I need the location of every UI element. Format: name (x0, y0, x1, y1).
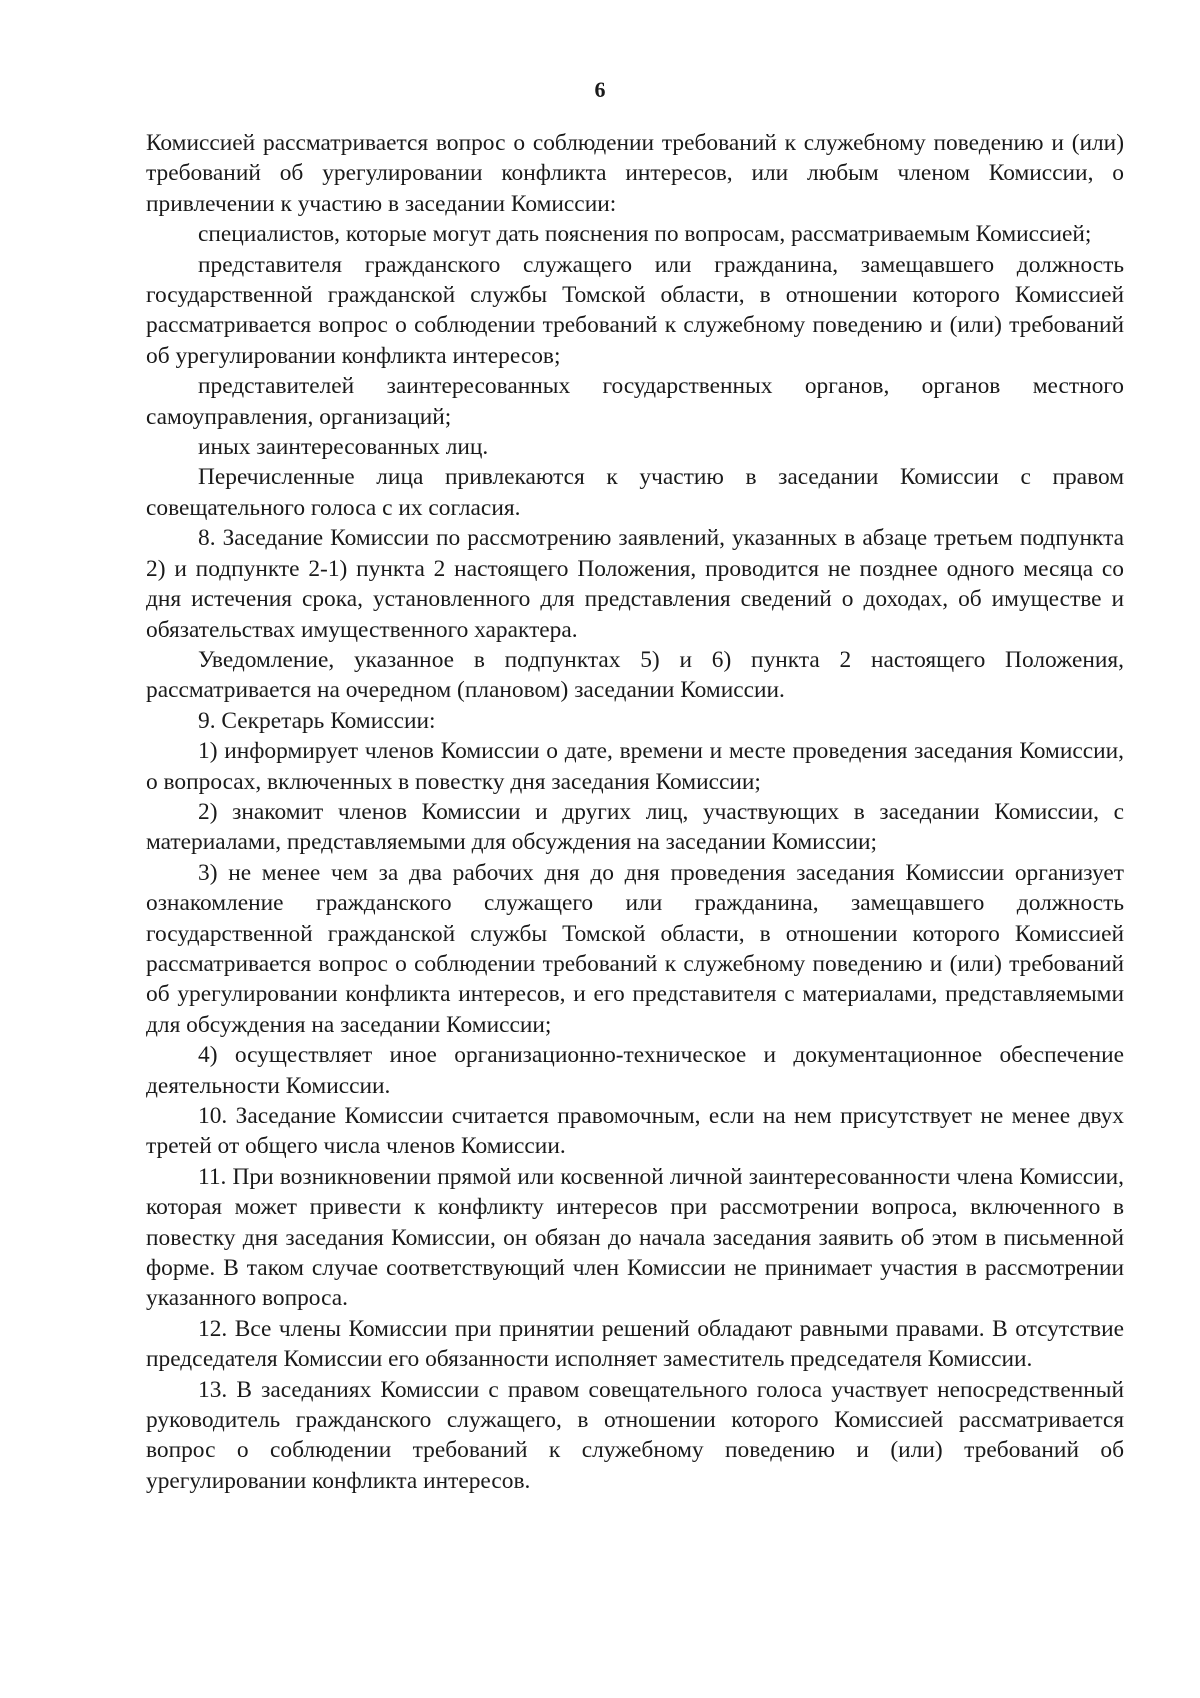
document-body (146, 128, 1124, 1496)
paragraph-advisory-vote: Перечисленные лица привлекаются к участию в заседании Комиссии с правом совещательного голоса с их согласия. (146, 464, 1124, 521)
paragraph-item-10: 10. Заседание Комиссии считается правомочным, если на нем присутствует не менее двух третей от общего числа членов Комиссии. (146, 1103, 1124, 1160)
paragraph-item-9-1: 1) информирует членов Комиссии о дате, времени и месте проведения заседания Комиссии, о вопросах, включенных в повестку дня заседания Комиссии; (146, 738, 1124, 795)
paragraph-interested-bodies: представителей заинтересованных государственных органов, органов местного самоуправления, организаций; (146, 373, 1124, 430)
paragraph-specialists: специалистов, которые могут дать пояснения по вопросам, рассматриваемым Комиссией; (198, 221, 1092, 248)
paragraph-item-12: 12. Все члены Комиссии при принятии решений обладают равными правами. В отсутствие председателя Комиссии его обязанности исполняет заместитель председателя Комиссии. (146, 1315, 1124, 1373)
paragraph-item-9-3: 3) не менее чем за два рабочих дня до дня проведения заседания Комиссии организует ознакомление гражданского служащего или гражданина, замещавшего должность государственной гражданской службы Томской области, в отношении которого Комиссией рассматривается вопрос о соблюдении требований к служебному поведению и (или) требований об урегулировании конфликта интересов, и его представителя с материалами, представляемыми для обсуждения на заседании Комиссии; (146, 859, 1124, 1038)
paragraph-item-11: 11. При возникновении прямой или косвенной личной заинтересованности члена Комиссии, которая может привести к конфликту интересов при рассмотрении вопроса, включенного в повестку дня заседания Комиссии, он обязан до начала заседания заявить об этом в письменной форме. В таком случае соответствующий член Комиссии не принимает участия в рассмотрении указанного вопроса. (146, 1163, 1124, 1312)
paragraph-item-9: 9. Секретарь Комиссии: (198, 707, 436, 734)
paragraph-other-persons: иных заинтересованных лиц. (198, 434, 489, 461)
paragraph-item-13: 13. В заседаниях Комиссии с правом совещательного голоса участвует непосредственный руководитель гражданского служащего, в отношении которого Комиссией рассматривается вопрос о соблюдении требований к служебному поведению и (или) требований об урегулировании конфликта интересов. (146, 1376, 1124, 1494)
paragraph-item-8: 8. Заседание Комиссии по рассмотрению заявлений, указанных в абзаце третьем подпункта 2) и подпункте 2-1) пункта 2 настоящего Положения, проводится не позднее одного месяца со дня истечения срока, установленного для представления сведений о доходах, об имуществе и обязательствах имущественного характера. (146, 525, 1124, 643)
paragraph-notification: Уведомление, указанное в подпунктах 5) и 6) пункта 2 настоящего Положения, рассматривается на очередном (плановом) заседании Комиссии. (146, 646, 1124, 704)
paragraph-representative: представителя гражданского служащего или гражданина, замещавшего должность государственной гражданской службы Томской области, в отношении которого Комиссией рассматривается вопрос о соблюдении требований к служебному поведению и (или) требований об урегулировании конфликта интересов; (146, 251, 1124, 369)
paragraph-continuation: Комиссией рассматривается вопрос о соблюдении требований к служебному поведению и (или) требований об урегулировании конфликта интересов, или любым членом Комиссии, о привлечении к участию в заседании Комиссии: (146, 130, 1124, 217)
paragraph-item-9-2: 2) знакомит членов Комиссии и других лиц, участвующих в заседании Комиссии, с материалами, представляемыми для обсуждения на заседании Комиссии; (146, 798, 1124, 856)
page-number: 6 (594, 77, 606, 102)
paragraph-item-9-4: 4) осуществляет иное организационно-техническое и документационное обеспечение деятельности Комиссии. (146, 1042, 1124, 1099)
